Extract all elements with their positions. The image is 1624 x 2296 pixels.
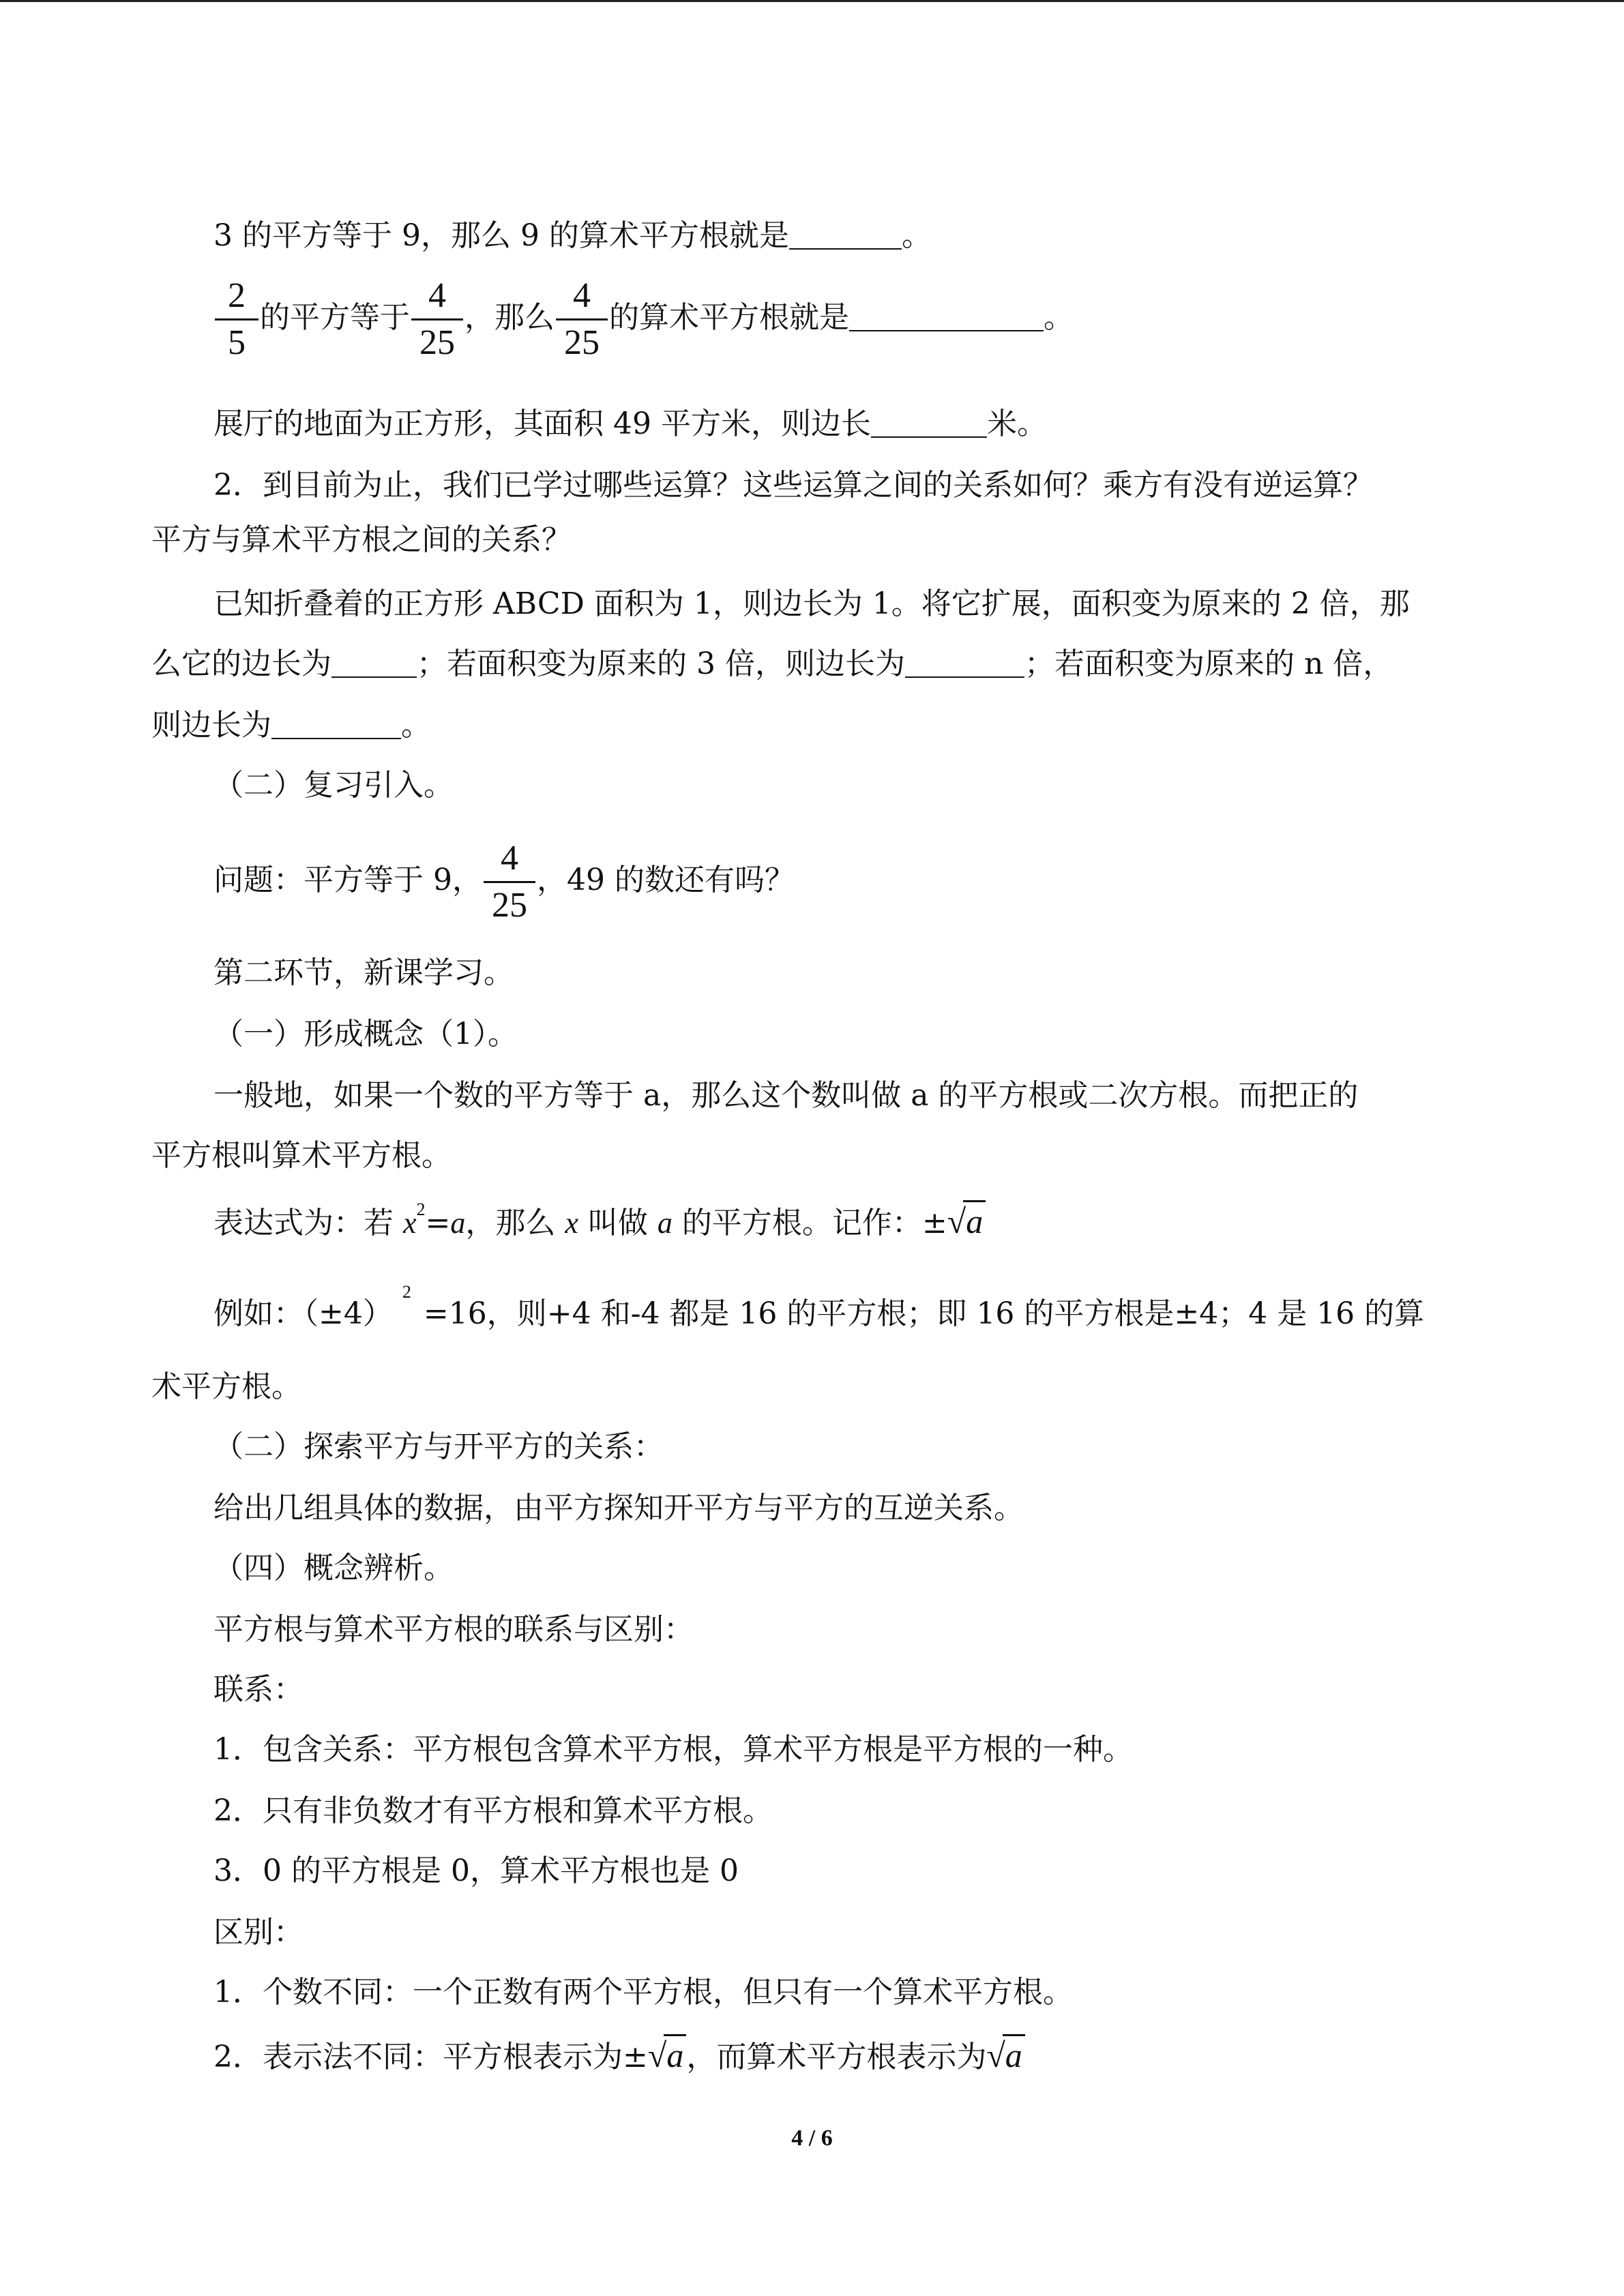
line-15-text-d: 叫做 [578, 1206, 658, 1240]
text-line-5: 平方与算术平方根之间的关系？ [151, 522, 572, 557]
numerator: 4 [428, 276, 446, 315]
denominator: 5 [228, 323, 246, 362]
text-line-14: 平方根叫算术平方根。 [151, 1138, 452, 1173]
numerator: 4 [573, 276, 591, 315]
variable-x: x [565, 1206, 578, 1240]
text-line-6: 已知折叠着的正方形 ABCD 面积为 1，则边长为 1。将它扩展，面积变为原来的 2 倍，那 [213, 586, 1410, 621]
radicand: a [963, 1200, 986, 1240]
text-line-28 [213, 2036, 1523, 2077]
text-line-12: （一）形成概念（1）。 [213, 1017, 518, 1052]
answer-blank [789, 218, 902, 250]
text-line-19: 给出几组具体的数据，由平方探知开平方与平方的互逆关系。 [213, 1491, 1024, 1525]
text-line-16 [213, 1282, 1523, 1338]
line-7-text-c: ；若面积变为原来的 n 倍， [1024, 646, 1393, 681]
page-number: 4 / 6 [791, 2126, 833, 2151]
line-2-text-a: 的平方等于 [260, 300, 410, 335]
line-1-text: 3 的平方等于 9，那么 9 的算术平方根就是 [213, 218, 789, 253]
text-line-8 [151, 706, 1461, 745]
square-root: √a [986, 2036, 1024, 2074]
fraction-bar [556, 318, 608, 320]
line-15-text-a: 表达式为：若 [213, 1206, 403, 1240]
answer-blank [849, 300, 1044, 331]
fraction [560, 276, 604, 363]
text-line-24: 2．只有非负数才有平方根和算术平方根。 [213, 1793, 773, 1828]
line-3-text: 展厅的地面为正方形，其面积 49 平方米，则边长 [213, 406, 871, 441]
square-root: √a [947, 1202, 986, 1240]
text-line-7 [151, 644, 1461, 684]
text-line-18: （二）探索平方与开平方的关系： [213, 1429, 664, 1464]
line-15-text-e: 的平方根。记作：± [672, 1206, 947, 1240]
text-line-23: 1．包含关系：平方根包含算术平方根，算术平方根是平方根的一种。 [213, 1732, 1133, 1767]
answer-blank [871, 406, 987, 438]
text-line-3 [213, 404, 1523, 444]
denominator: 25 [491, 886, 527, 925]
text-line-1 [213, 216, 1523, 256]
text-line-17: 术平方根。 [151, 1369, 301, 1404]
radicand: a [664, 2034, 686, 2074]
text-line-20: （四）概念辨析。 [213, 1551, 454, 1585]
radicand: a [1003, 2034, 1025, 2074]
line-10-text-b: ，49 的数还有吗？ [536, 863, 795, 897]
text-line-13: 一般地，如果一个数的平方等于 a，那么这个数叫做 a 的平方根或二次方根。而把正的 [213, 1078, 1359, 1113]
line-2-end: 。 [1044, 300, 1074, 335]
line-28-text-a: 2．表示法不同：平方根表示为± [213, 2040, 648, 2074]
line-7-text-b: ；若面积变为原来的 3 倍，则边长为 [417, 646, 905, 681]
text-line-11: 第二环节，新课学习。 [213, 955, 514, 990]
text-line-15 [213, 1199, 1523, 1247]
text-line-25: 3．0 的平方根是 0，算术平方根也是 0 [213, 1853, 739, 1888]
square-root: √a [648, 2036, 686, 2074]
text-line-22: 联系： [213, 1672, 304, 1707]
fraction-bar [411, 318, 463, 320]
variable-a: a [450, 1206, 466, 1240]
text-line-2 [213, 276, 1523, 363]
fraction-bar [484, 881, 535, 883]
line-3-end: 米。 [986, 406, 1047, 441]
fraction [415, 276, 459, 363]
line-8-end: 。 [401, 708, 431, 743]
text-line-4: 2．到目前为止，我们已学过哪些运算？这些运算之间的关系如何？乘方有没有逆运算？ [213, 468, 1373, 503]
fraction [488, 839, 531, 925]
top-border [0, 0, 1624, 2]
line-2-text-b: ，那么 [464, 300, 555, 335]
answer-blank [271, 708, 401, 739]
text-line-9: （二）复习引入。 [213, 768, 454, 803]
denominator: 25 [419, 323, 455, 362]
line-8-text: 则边长为 [151, 708, 271, 743]
equals-sign: = [425, 1206, 451, 1240]
exponent: 2 [416, 1199, 426, 1219]
line-10-text-a: 问题：平方等于 9， [213, 863, 482, 897]
line-16-text-b: =16，则+4 和-4 都是 16 的平方根；即 16 的平方根是±4；4 是 16 的算 [423, 1296, 1425, 1331]
line-7-text-a: 么它的边长为 [151, 646, 331, 681]
line-2-text-c: 的算术平方根就是 [609, 300, 849, 335]
line-16-text-a: 例如：（±4） [213, 1296, 393, 1331]
line-1-end: 。 [901, 218, 932, 253]
variable-a: a [657, 1206, 673, 1240]
text-line-10 [213, 839, 1523, 925]
fraction [219, 276, 254, 363]
line-28-text-b: ，而算术平方根表示为 [686, 2040, 987, 2074]
text-line-26: 区别： [213, 1915, 304, 1950]
answer-blank [905, 646, 1024, 678]
answer-blank [331, 646, 417, 678]
exponent: 2 [402, 1282, 411, 1302]
denominator: 25 [564, 323, 600, 362]
text-line-21: 平方根与算术平方根的联系与区别： [213, 1612, 694, 1647]
line-15-text-c: ，那么 [465, 1206, 565, 1240]
numerator: 4 [500, 839, 518, 878]
text-line-27: 1．个数不同：一个正数有两个平方根，但只有一个算术平方根。 [213, 1975, 1073, 2010]
numerator: 2 [228, 276, 246, 315]
variable-x: x [403, 1206, 417, 1240]
fraction-bar [215, 318, 259, 320]
